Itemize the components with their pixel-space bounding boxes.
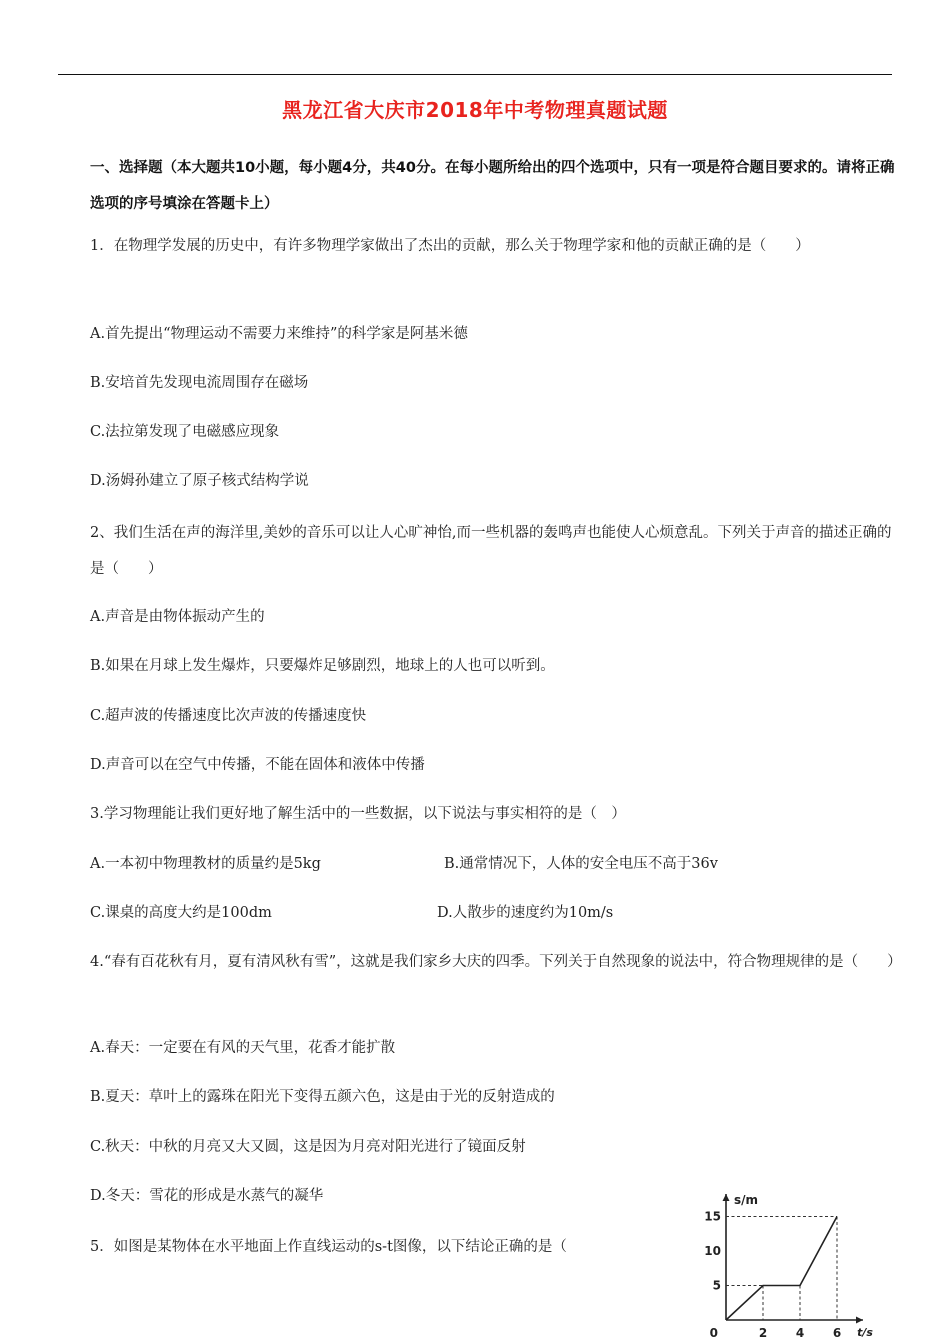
x-tick-label: 2 <box>758 1326 768 1340</box>
q3-option-a: A.一本初中物理教材的质量约是5kg <box>90 856 321 872</box>
q3-option-b: B.通常情况下，人体的安全电压不高于36v <box>444 856 718 872</box>
q4-option-c: C.秋天：中秋的月亮又大又圆，这是因为月亮对阳光进行了镜面反射 <box>90 1139 526 1155</box>
q1-option-a: A.首先提出“物理运动不需要力来维持”的科学家是阿基米德 <box>90 326 468 342</box>
st-graph <box>700 1188 890 1344</box>
x-axis-label: t/s <box>857 1326 873 1339</box>
header-rule <box>58 74 892 75</box>
q2-stem: 2、我们生活在声的海洋里,美妙的音乐可以让人心旷神怡,而一些机器的轰鸣声也能使人心烦意乱。下列关于声音的描述正确的是（ ） <box>90 525 892 577</box>
q3-option-d: D.人散步的速度约为10m/s <box>437 905 614 921</box>
y-axis-arrow <box>723 1194 730 1201</box>
origin-label: 0 <box>709 1326 718 1340</box>
x-tick-label: 6 <box>832 1326 842 1340</box>
q4-option-b: B.夏天：草叶上的露珠在阳光下变得五颜六色，这是由于光的反射造成的 <box>90 1089 555 1105</box>
q3-option-c: C.课桌的高度大约是100dm <box>90 905 272 921</box>
q4-option-a: A.春天：一定要在有风的天气里，花香才能扩散 <box>90 1040 396 1056</box>
section-heading: 一、选择题（本大题共10小题，每小题4分，共40分。在每小题所给出的四个选项中，只有一项是符合题目要求的。请将正确选项的序号填涂在答题卡上） <box>90 160 895 212</box>
y-tick-label: 10 <box>704 1244 721 1258</box>
q2-option-a: A.声音是由物体振动产生的 <box>90 609 265 625</box>
q1-option-d: D.汤姆孙建立了原子核式结构学说 <box>90 473 309 489</box>
q4-option-d: D.冬天：雪花的形成是水蒸气的凝华 <box>90 1188 324 1204</box>
y-axis-label: s/m <box>734 1193 759 1207</box>
x-tick-label: 4 <box>795 1326 805 1340</box>
q2-option-c: C.超声波的传播速度比次声波的传播速度快 <box>90 708 367 724</box>
q5-stem: 5．如图是某物体在水平地面上作直线运动的s-t图像，以下结论正确的是（ <box>90 1239 567 1255</box>
x-axis-arrow <box>856 1317 863 1324</box>
page-title: 黑龙江省大庆市2018年中考物理真题试题 <box>282 98 668 122</box>
q1-option-b: B.安培首先发现电流周围存在磁场 <box>90 375 309 391</box>
y-tick-label: 5 <box>712 1278 721 1293</box>
q4-stem: 4.“春有百花秋有月，夏有清风秋有雪”，这就是我们家乡大庆的四季。下列关于自然现象的说法中，符合物理规律的是（ ） <box>90 954 902 970</box>
q3-stem: 3.学习物理能让我们更好地了解生活中的一些数据，以下说法与事实相符的是（ ） <box>90 806 626 822</box>
q2-option-b: B.如果在月球上发生爆炸，只要爆炸足够剧烈，地球上的人也可以听到。 <box>90 658 555 674</box>
y-tick-label: 15 <box>704 1209 721 1224</box>
st-line <box>726 1217 837 1321</box>
q1-stem: 1．在物理学发展的历史中，有许多物理学家做出了杰出的贡献，那么关于物理学家和他的贡献正确的是（ ） <box>90 238 810 254</box>
q2-option-d: D.声音可以在空气中传播，不能在固体和液体中传播 <box>90 757 425 773</box>
q1-option-c: C.法拉第发现了电磁感应现象 <box>90 424 280 440</box>
